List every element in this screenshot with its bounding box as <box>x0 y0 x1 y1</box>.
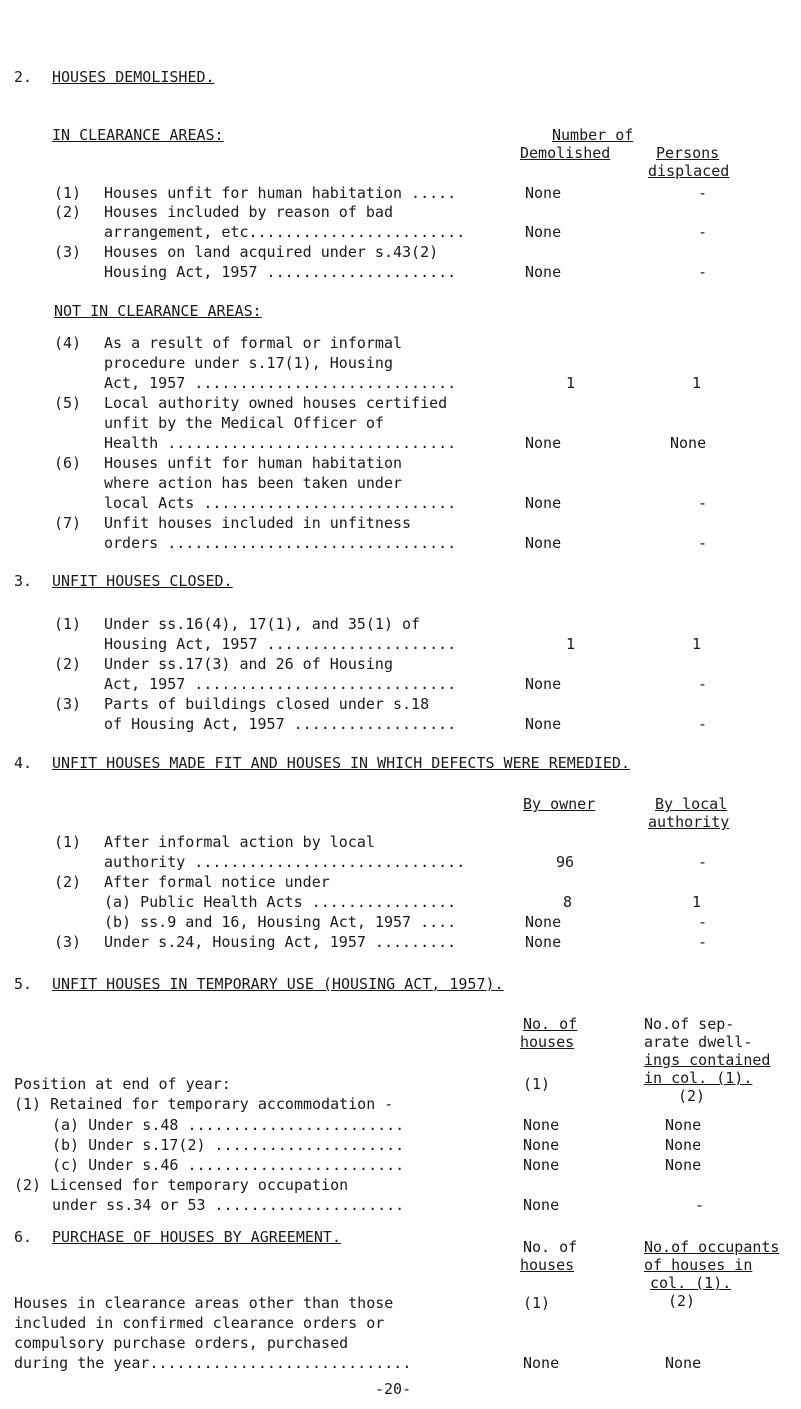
item-text: (1) Retained for temporary accommodation - <box>14 1095 394 1113</box>
section-3-number: 3. <box>14 572 33 590</box>
item-text: arrangement, etc........................ <box>104 223 466 241</box>
value-local: - <box>698 933 708 951</box>
col2-number: (2) <box>668 1292 696 1310</box>
item-text: included in confirmed clearance orders or <box>14 1314 385 1332</box>
item-text: Houses included by reason of bad <box>104 203 393 221</box>
col2-number: (2) <box>678 1087 706 1105</box>
position-label: Position at end of year: <box>14 1075 231 1093</box>
item-text: After formal notice under <box>104 873 330 891</box>
section-2-title: HOUSES DEMOLISHED. <box>52 68 215 86</box>
houses-header: houses <box>520 1033 575 1051</box>
item-text: (a) Under s.48 ........................ <box>52 1116 405 1134</box>
item-text: during the year............................. <box>14 1354 412 1372</box>
value-col1: None <box>523 1136 560 1154</box>
value-col1: None <box>523 1116 560 1134</box>
col1-number: (1) <box>523 1294 551 1312</box>
value-owner: None <box>525 933 562 951</box>
authority-header: authority <box>648 813 730 831</box>
value-demolished: None <box>525 434 562 452</box>
item-number: (1) <box>54 615 82 633</box>
item-text: Houses on land acquired under s.43(2) <box>104 243 439 261</box>
item-text: Parts of buildings closed under s.18 <box>104 695 430 713</box>
clearance-areas-heading: IN CLEARANCE AREAS: <box>52 126 224 144</box>
section-5-title: UNFIT HOUSES IN TEMPORARY USE (HOUSING ACT, 1957). <box>52 975 504 993</box>
value-local: - <box>698 913 708 931</box>
item-number: (7) <box>54 514 82 532</box>
persons-header: Persons <box>656 144 720 162</box>
item-text: Housing Act, 1957 ..................... <box>104 263 457 281</box>
item-text: under ss.34 or 53 ..................... <box>52 1196 405 1214</box>
value-col2: None <box>665 1354 702 1372</box>
value-displaced: - <box>698 534 708 552</box>
value-owner: 8 <box>563 893 573 911</box>
value-col2: - <box>698 675 708 693</box>
value-owner: 96 <box>556 853 575 871</box>
value-demolished: None <box>525 263 562 281</box>
value-col2: - <box>698 715 708 733</box>
item-text: As a result of formal or informal <box>104 334 403 352</box>
value-col1: 1 <box>566 635 576 653</box>
houses-header: houses <box>520 1256 575 1274</box>
item-text: local Acts ............................ <box>104 494 457 512</box>
item-text: procedure under s.17(1), Housing <box>104 354 393 372</box>
value-col1: None <box>523 1196 560 1214</box>
value-col2: None <box>665 1136 702 1154</box>
page-number: -20- <box>375 1380 412 1398</box>
value-col2: - <box>695 1196 705 1214</box>
item-text: After informal action by local <box>104 833 375 851</box>
item-text: where action has been taken under <box>104 474 403 492</box>
item-text: (b) ss.9 and 16, Housing Act, 1957 .... <box>104 913 457 931</box>
item-text: Act, 1957 ............................. <box>104 675 457 693</box>
value-demolished: None <box>525 184 562 202</box>
item-number: (3) <box>54 243 82 261</box>
item-text: unfit by the Medical Officer of <box>104 414 384 432</box>
section-6-number: 6. <box>14 1228 33 1246</box>
by-owner-header: By owner <box>523 795 596 813</box>
item-number: (6) <box>54 454 82 472</box>
value-displaced: 1 <box>692 374 702 392</box>
houses-in-header: of houses in <box>644 1256 753 1274</box>
occupants-header: No.of occupants <box>644 1238 780 1256</box>
item-text: Unfit houses included in unfitness <box>104 514 412 532</box>
no-of-header: No. of <box>523 1238 578 1256</box>
displaced-header: displaced <box>648 162 730 180</box>
item-text: Act, 1957 ............................. <box>104 374 457 392</box>
item-text: orders ................................ <box>104 534 457 552</box>
item-text: Houses unfit for human habitation ..... <box>104 184 457 202</box>
item-text: Housing Act, 1957 ..................... <box>104 635 457 653</box>
item-text: Under ss.17(3) and 26 of Housing <box>104 655 393 673</box>
value-displaced: None <box>670 434 707 452</box>
item-text: Health ................................ <box>104 434 457 452</box>
sep-header: No.of sep- <box>644 1015 735 1033</box>
in-col-header: in col. (1). <box>644 1069 753 1087</box>
value-demolished: None <box>525 494 562 512</box>
value-col1: None <box>523 1156 560 1174</box>
item-text: of Housing Act, 1957 .................. <box>104 715 457 733</box>
item-number: (2) <box>54 655 82 673</box>
item-text: Under s.24, Housing Act, 1957 ......... <box>104 933 457 951</box>
value-col2: 1 <box>692 635 702 653</box>
value-displaced: - <box>698 263 708 281</box>
value-displaced: - <box>698 494 708 512</box>
section-2-number: 2. <box>14 68 33 86</box>
value-owner: None <box>525 913 562 931</box>
item-number: (2) <box>54 873 82 891</box>
item-number: (4) <box>54 334 82 352</box>
item-number: (1) <box>54 833 82 851</box>
section-4-number: 4. <box>14 754 33 772</box>
col-header: col. (1). <box>650 1274 732 1292</box>
value-displaced: - <box>698 184 708 202</box>
number-of-header: Number of <box>552 126 634 144</box>
value-local: - <box>698 853 708 871</box>
by-local-header: By local <box>655 795 728 813</box>
value-demolished: 1 <box>566 374 576 392</box>
value-demolished: None <box>525 534 562 552</box>
item-text: authority .............................. <box>104 853 466 871</box>
col1-number: (1) <box>523 1075 551 1093</box>
section-5-number: 5. <box>14 975 33 993</box>
item-text: Local authority owned houses certified <box>104 394 448 412</box>
value-col2: None <box>665 1156 702 1174</box>
item-number: (3) <box>54 933 82 951</box>
item-text: compulsory purchase orders, purchased <box>14 1334 349 1352</box>
item-text: (2) Licensed for temporary occupation <box>14 1176 349 1194</box>
item-number: (2) <box>54 203 82 221</box>
value-col1: None <box>525 715 562 733</box>
item-text: (c) Under s.46 ........................ <box>52 1156 405 1174</box>
value-col1: None <box>523 1354 560 1372</box>
section-6-title: PURCHASE OF HOUSES BY AGREEMENT. <box>52 1228 341 1246</box>
no-of-header: No. of <box>523 1015 578 1033</box>
section-3-title: UNFIT HOUSES CLOSED. <box>52 572 233 590</box>
value-displaced: - <box>698 223 708 241</box>
demolished-header: Demolished <box>520 144 611 162</box>
value-col2: None <box>665 1116 702 1134</box>
item-text: (a) Public Health Acts ................ <box>104 893 457 911</box>
item-number: (3) <box>54 695 82 713</box>
item-number: (1) <box>54 184 82 202</box>
item-number: (5) <box>54 394 82 412</box>
section-4-title: UNFIT HOUSES MADE FIT AND HOUSES IN WHICH DEFECTS WERE REMEDIED. <box>52 754 630 772</box>
value-demolished: None <box>525 223 562 241</box>
value-local: 1 <box>692 893 702 911</box>
ings-header: ings contained <box>644 1051 771 1069</box>
not-clearance-heading: NOT IN CLEARANCE AREAS: <box>54 302 262 320</box>
item-text: (b) Under s.17(2) ..................... <box>52 1136 405 1154</box>
value-col1: None <box>525 675 562 693</box>
item-text: Under ss.16(4), 17(1), and 35(1) of <box>104 615 421 633</box>
item-text: Houses in clearance areas other than those <box>14 1294 394 1312</box>
arate-header: arate dwell- <box>644 1033 753 1051</box>
item-text: Houses unfit for human habitation <box>104 454 403 472</box>
